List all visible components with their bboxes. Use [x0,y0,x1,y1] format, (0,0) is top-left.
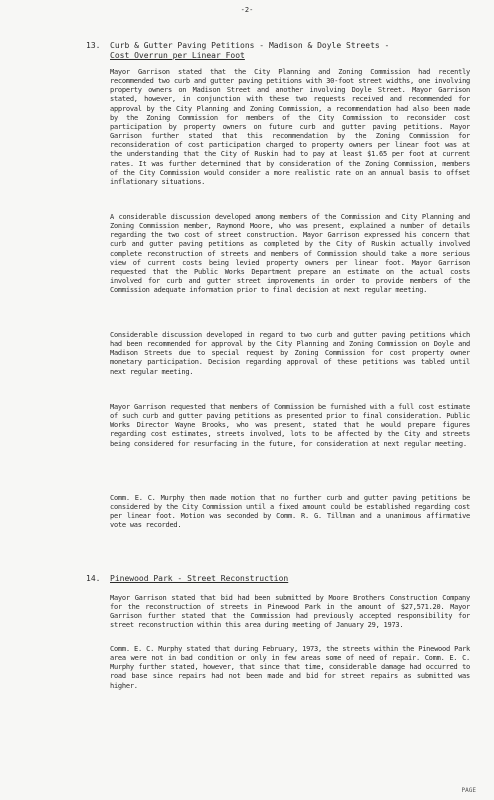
item-heading-13-line1: Curb & Gutter Paving Petitions - Madison & Doyle Streets - [110,41,390,50]
paragraph: Mayor Garrison stated that the City Planning and Zoning Commission had recently recommended two curb and gutter paving petitions with 30-foot street widths, one involving property owners on Madison Street and another involving Doyle Street. Mayor Garrison stated, however, in conjunction with these two requests received and recommended for approval by the City Planning and Zoning Commission, a recommendation had also been made by the Zoning Commission for members of the City Commission to reconsider cost participation by property owners on future curb and gutter paving petitions. Mayor Garrison further stated that this recommendation by the Zoning Commission for reconsideration of cost participation charged to property owners per linear foot was at the understanding that the City of Ruskin had to pay at least $1.65 per foot at current rates. It was further determined that by consideration of the Zoning Commission, members of the City Commission would consider a more realistic rate on an annual basis to offset inflationary situations. [110,68,470,186]
page-stamp: PAGE [461,787,476,794]
item-heading-13-line2: Cost Overrun per Linear Foot [110,50,245,60]
paragraph: Mayor Garrison requested that members of Commission be furnished with a full cost estimate of such curb and gutter paving petitions as presented prior to final consideration. Public Works Director Wayne Brooks, who was present, stated that he would prepare figures regarding cost estimates, streets involved, lots to be affected by the City and streets being considered for resurfacing in the future, for consideration at next regular meeting. [110,403,470,448]
paragraph: Mayor Garrison stated that bid had been submitted by Moore Brothers Construction Company for the reconstruction of streets in Pinewood Park in the amount of $27,571.20. Mayor Garrison further stated that the Commission had previously accepted responsibility for street reconstruction within this area during meeting of January 29, 1973. [110,594,470,630]
paragraph: A considerable discussion developed among members of the Commission and City Planning and Zoning Commission member, Raymond Moore, who was present, explained a number of details regarding the two cost of street construction. Mayor Garrison expressed his concern that curb and gutter paving petitions as completed by the City of Ruskin actually involved complete reconstruction of streets and members of Commission should take a more serious view of current costs being levied property owners per linear foot. Mayor Garrison requested that the Public Works Department prepare an estimate on the actual costs involved for curb and gutter street improvements in order to provide members of the Commission adequate information prior to final decision at next regular meeting. [110,213,470,295]
paragraph: Comm. E. C. Murphy then made motion that no further curb and gutter paving petitions be considered by the City Commission until a fixed amount could be established regarding cost per linear foot. Motion was seconded by Comm. R. G. Tillman and a unanimous affirmative vote was recorded. [110,494,470,530]
item-number-14: 14. [86,574,101,583]
item-number-13: 13. [86,41,101,50]
paragraph: Considerable discussion developed in regard to two curb and gutter paving petitions which had been recommended for approval by the City Planning and Zoning Commission on Doyle and Madison Streets due to special request by Zoning Commission for cost property owner monetary participation. Decision regarding approval of these petitions was tabled until next regular meeting. [110,331,470,376]
item-heading-14: Pinewood Park - Street Reconstruction [110,574,289,583]
item-heading-13 [110,41,470,60]
page-number: -2- [240,6,254,14]
paragraph: Comm. E. C. Murphy stated that during February, 1973, the streets within the Pinewood Park area were not in bad condition or only in few areas some of need of repair. Comm. E. C. Murphy further stated, however, that since that time, considerable damage had occurred to road base since repairs had not been made and bid for street repairs as submitted was higher. [110,645,470,690]
